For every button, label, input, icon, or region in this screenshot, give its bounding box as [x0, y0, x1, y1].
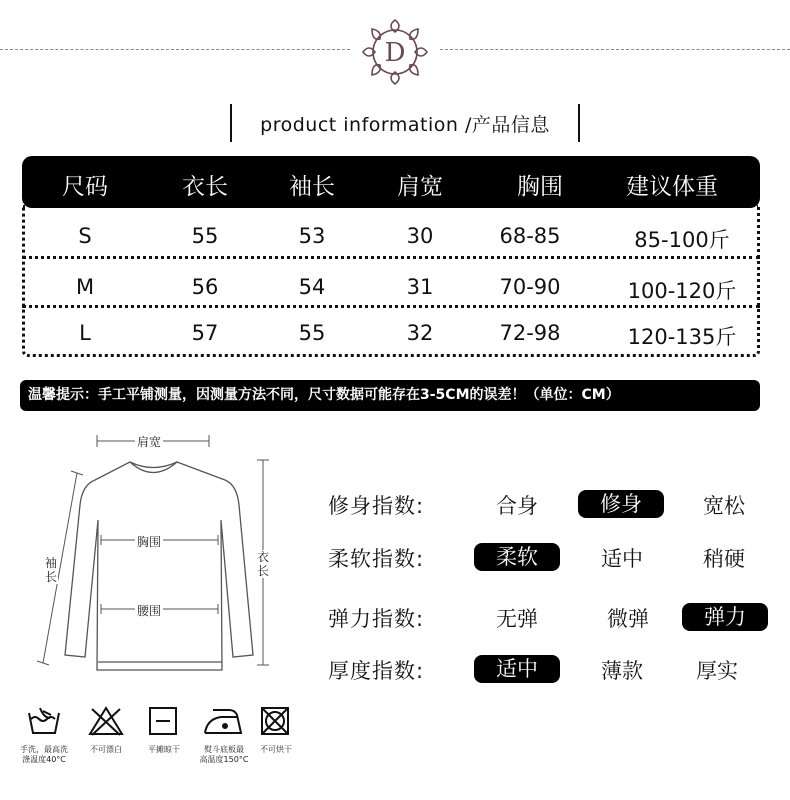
dry-flat-icon	[147, 705, 179, 737]
row-divider	[22, 305, 760, 308]
header-length: 衣长	[182, 174, 228, 200]
table-cell: 53	[298, 224, 326, 248]
header-sleeve: 袖长	[289, 174, 335, 200]
waist-label: 腰围	[137, 604, 162, 618]
hand-wash-icon	[26, 705, 62, 737]
title-bar-right	[578, 104, 580, 142]
table-cell: 54	[298, 275, 326, 299]
table-cell: 55	[191, 224, 219, 248]
length-label: 衣 长	[256, 550, 269, 578]
table-cell: 55	[298, 321, 326, 345]
header-size: 尺码	[62, 174, 108, 200]
iron-low-icon	[201, 705, 245, 737]
table-cell: L	[79, 321, 91, 345]
thickness-index-label: 厚度指数:	[328, 659, 425, 683]
table-cell: 30	[406, 224, 434, 248]
elasticity-option-stretch-selected: 弹力	[682, 603, 768, 631]
fit-option-loose: 宽松	[703, 494, 745, 518]
softness-index-label: 柔软指数:	[328, 547, 425, 571]
header-chest: 胸围	[517, 174, 563, 200]
shoulder-label: 肩宽	[137, 435, 162, 449]
page-title: product information /产品信息	[260, 114, 550, 136]
elasticity-index-label: 弹力指数:	[328, 607, 425, 631]
header-shoulder: 肩宽	[397, 174, 443, 200]
care-text-no-tumble-dry: 不可烘干	[260, 745, 292, 754]
thickness-option-thin: 薄款	[601, 659, 643, 683]
elasticity-option-slight: 微弹	[607, 607, 649, 631]
thickness-option-medium-selected: 适中	[474, 655, 560, 683]
fit-option-slim-selected: 修身	[578, 490, 664, 518]
header-weight: 建议体重	[626, 174, 718, 200]
softness-option-soft-selected: 柔软	[474, 543, 560, 571]
softness-option-stiff: 稍硬	[703, 547, 745, 571]
table-cell: 31	[406, 275, 434, 299]
sleeve-label: 袖 长	[44, 556, 57, 584]
chest-label: 胸围	[137, 535, 162, 549]
table-cell: 32	[406, 321, 434, 345]
logo-divider-left	[0, 49, 350, 50]
fit-index-label: 修身指数:	[328, 494, 425, 518]
table-cell: 100-120斤	[627, 279, 737, 303]
table-cell: S	[78, 224, 92, 248]
elasticity-option-none: 无弹	[496, 607, 538, 631]
no-tumble-dry-icon	[259, 705, 291, 737]
thickness-option-thick: 厚实	[696, 659, 738, 683]
logo-divider-right	[440, 49, 790, 50]
table-cell: 120-135斤	[627, 325, 737, 349]
logo-letter: D	[384, 38, 406, 68]
table-cell: 70-90	[499, 275, 561, 299]
care-text-iron: 熨斗底板最 高温度150°C	[199, 745, 249, 764]
table-cell: 85-100斤	[634, 228, 730, 252]
table-cell: 68-85	[499, 224, 561, 248]
softness-option-medium: 适中	[601, 547, 643, 571]
care-text-hand-wash: 手洗，最高洗 涤温度40°C	[20, 745, 68, 764]
flower-frame-logo	[357, 14, 433, 90]
table-cell: M	[75, 275, 95, 299]
no-bleach-icon	[88, 705, 124, 737]
size-table-header	[22, 156, 760, 208]
fit-option-regular: 合身	[496, 494, 538, 518]
sweater-outline	[25, 425, 285, 675]
row-divider	[22, 256, 760, 259]
table-cell: 56	[191, 275, 219, 299]
table-cell: 57	[191, 321, 219, 345]
table-cell: 72-98	[499, 321, 561, 345]
measurement-tip: 温馨提示：手工平铺测量，因测量方法不同，尺寸数据可能存在3-5CM的误差！（单位：CM）	[20, 380, 760, 411]
care-text-dry-flat: 平摊晾干	[148, 745, 180, 754]
care-text-no-bleach: 不可漂白	[90, 745, 122, 754]
section-title	[230, 104, 580, 142]
